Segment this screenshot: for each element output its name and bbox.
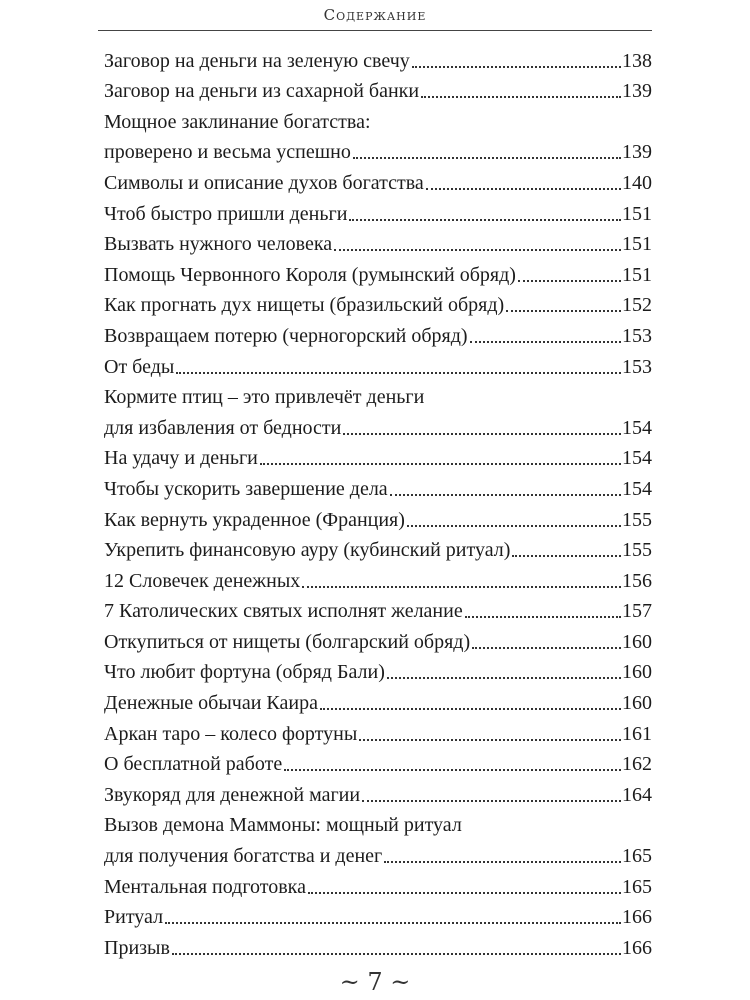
toc-entry-title: Вызов демона Маммоны: мощный ритуал: [104, 814, 462, 837]
dot-leader: [407, 525, 621, 527]
toc-entry-page: 160: [622, 692, 652, 715]
toc-entry-title: Кормите птиц – это привлечёт деньги: [104, 386, 425, 409]
toc-entry: [104, 226, 652, 257]
toc-entry: [104, 776, 652, 807]
toc-entry-page: 151: [622, 233, 652, 256]
dot-leader: [384, 861, 621, 863]
toc-entry: [104, 684, 652, 715]
toc-entry-page: 165: [622, 875, 652, 898]
toc-entry: [104, 256, 652, 287]
toc-entry: [104, 593, 652, 624]
dot-leader: [260, 463, 621, 465]
toc-entry: [104, 929, 652, 960]
dot-leader: [334, 249, 621, 251]
toc-entry: [104, 287, 652, 318]
toc-entry-title: Денежные обычаи Каира: [104, 692, 318, 715]
toc-entry: [104, 562, 652, 593]
toc-entry: [104, 195, 652, 226]
toc-entry-title: для получения богатства и денег: [104, 845, 383, 868]
toc-entry-title: От беды: [104, 355, 175, 378]
toc-entry: [104, 868, 652, 899]
dot-leader: [506, 310, 621, 312]
toc-entry-page: 151: [622, 202, 652, 225]
toc-entry-title: Ритуал: [104, 906, 164, 929]
toc-entry: [104, 654, 652, 685]
toc-entry: [104, 317, 652, 348]
toc-entry: [104, 134, 652, 165]
toc-entry: [104, 379, 652, 410]
table-of-contents: [104, 42, 652, 960]
toc-entry-title: Вызвать нужного человека: [104, 233, 333, 256]
toc-entry-page: 153: [622, 324, 652, 347]
toc-entry: [104, 746, 652, 777]
toc-entry-title: Мощное заклинание богатства:: [104, 110, 371, 133]
toc-entry-title: О бесплатной работе: [104, 753, 283, 776]
toc-entry: [104, 348, 652, 379]
toc-entry-title: Укрепить финансовую ауру (кубинский ритуал): [104, 539, 511, 562]
dot-leader: [421, 96, 621, 98]
toc-entry-page: 151: [622, 263, 652, 286]
toc-entry-title: Как прогнать дух нищеты (бразильский обряд): [104, 294, 505, 317]
dot-leader: [176, 372, 621, 374]
toc-entry-title: На удачу и деньги: [104, 447, 258, 470]
toc-entry-page: 160: [622, 630, 652, 653]
dot-leader: [172, 953, 621, 955]
toc-entry-title: Откупиться от нищеты (болгарский обряд): [104, 630, 471, 653]
toc-entry-title: Звукоряд для денежной магии: [104, 783, 361, 806]
dot-leader: [349, 219, 621, 221]
toc-entry-page: 164: [622, 783, 652, 806]
toc-entry-title: Заговор на деньги на зеленую свечу: [104, 49, 410, 72]
toc-entry-title: Призыв: [104, 936, 170, 959]
toc-entry: [104, 501, 652, 532]
toc-entry: [104, 409, 652, 440]
toc-entry-page: 155: [622, 508, 652, 531]
toc-entry-title: Как вернуть украденное (Франция): [104, 508, 405, 531]
dot-leader: [465, 616, 621, 618]
toc-entry: [104, 807, 652, 838]
toc-entry-title: для избавления от бедности: [104, 416, 342, 439]
dot-leader: [387, 677, 621, 679]
toc-entry-page: 162: [622, 753, 652, 776]
toc-entry-title: проверено и весьма успешно: [104, 141, 351, 164]
dot-leader: [390, 494, 621, 496]
toc-entry-title: Чтобы ускорить завершение дела: [104, 477, 388, 500]
toc-entry-page: 152: [622, 294, 652, 317]
toc-entry-page: 154: [622, 447, 652, 470]
toc-entry-page: 161: [622, 722, 652, 745]
toc-entry: [104, 440, 652, 471]
toc-entry-page: 166: [622, 906, 652, 929]
toc-entry: [104, 623, 652, 654]
toc-entry-title: Аркан таро – колесо фортуны: [104, 722, 358, 745]
toc-entry-title: Чтоб быстро пришли деньги: [104, 202, 348, 225]
toc-entry: [104, 73, 652, 104]
dot-leader: [472, 647, 621, 649]
toc-entry-title: Помощь Червонного Короля (румынский обряд): [104, 263, 516, 286]
toc-entry: [104, 899, 652, 930]
toc-entry-page: 154: [622, 416, 652, 439]
toc-entry: [104, 103, 652, 134]
toc-entry: [104, 532, 652, 563]
running-title: Содержание: [323, 6, 427, 24]
toc-entry-page: 139: [622, 141, 652, 164]
dot-leader: [512, 555, 621, 557]
toc-entry-page: 138: [622, 49, 652, 72]
toc-entry-page: 153: [622, 355, 652, 378]
dot-leader: [320, 708, 621, 710]
header-rule: [98, 30, 652, 31]
dot-leader: [353, 157, 621, 159]
toc-entry-title: 7 Католических святых исполнят желание: [104, 600, 463, 623]
toc-entry-page: 165: [622, 845, 652, 868]
dot-leader: [308, 892, 621, 894]
toc-entry: [104, 470, 652, 501]
toc-entry-title: Заговор на деньги из сахарной банки: [104, 80, 420, 103]
dot-leader: [426, 188, 621, 190]
dot-leader: [362, 800, 621, 802]
dot-leader: [343, 433, 621, 435]
toc-entry-title: Что любит фортуна (обряд Бали): [104, 661, 385, 684]
toc-entry-page: 157: [622, 600, 652, 623]
toc-entry-page: 154: [622, 477, 652, 500]
dot-leader: [470, 341, 621, 343]
toc-entry-page: 156: [622, 569, 652, 592]
toc-entry-page: 139: [622, 80, 652, 103]
toc-entry: [104, 42, 652, 73]
toc-entry: [104, 837, 652, 868]
toc-entry-title: Символы и описание духов богатства: [104, 171, 424, 194]
dot-leader: [284, 769, 621, 771]
toc-entry: [104, 164, 652, 195]
toc-entry-title: Ментальная подготовка: [104, 875, 306, 898]
toc-entry-title: 12 Словечек денежных: [104, 569, 301, 592]
page-number: ~ 7 ~: [339, 968, 411, 996]
toc-entry: [104, 715, 652, 746]
dot-leader: [359, 739, 621, 741]
dot-leader: [518, 280, 621, 282]
toc-entry-page: 166: [622, 936, 652, 959]
toc-entry-page: 155: [622, 539, 652, 562]
toc-entry-page: 160: [622, 661, 652, 684]
dot-leader: [412, 66, 621, 68]
toc-entry-page: 140: [622, 171, 652, 194]
dot-leader: [165, 922, 621, 924]
dot-leader: [302, 586, 621, 588]
toc-entry-title: Возвращаем потерю (черногорский обряд): [104, 324, 468, 347]
